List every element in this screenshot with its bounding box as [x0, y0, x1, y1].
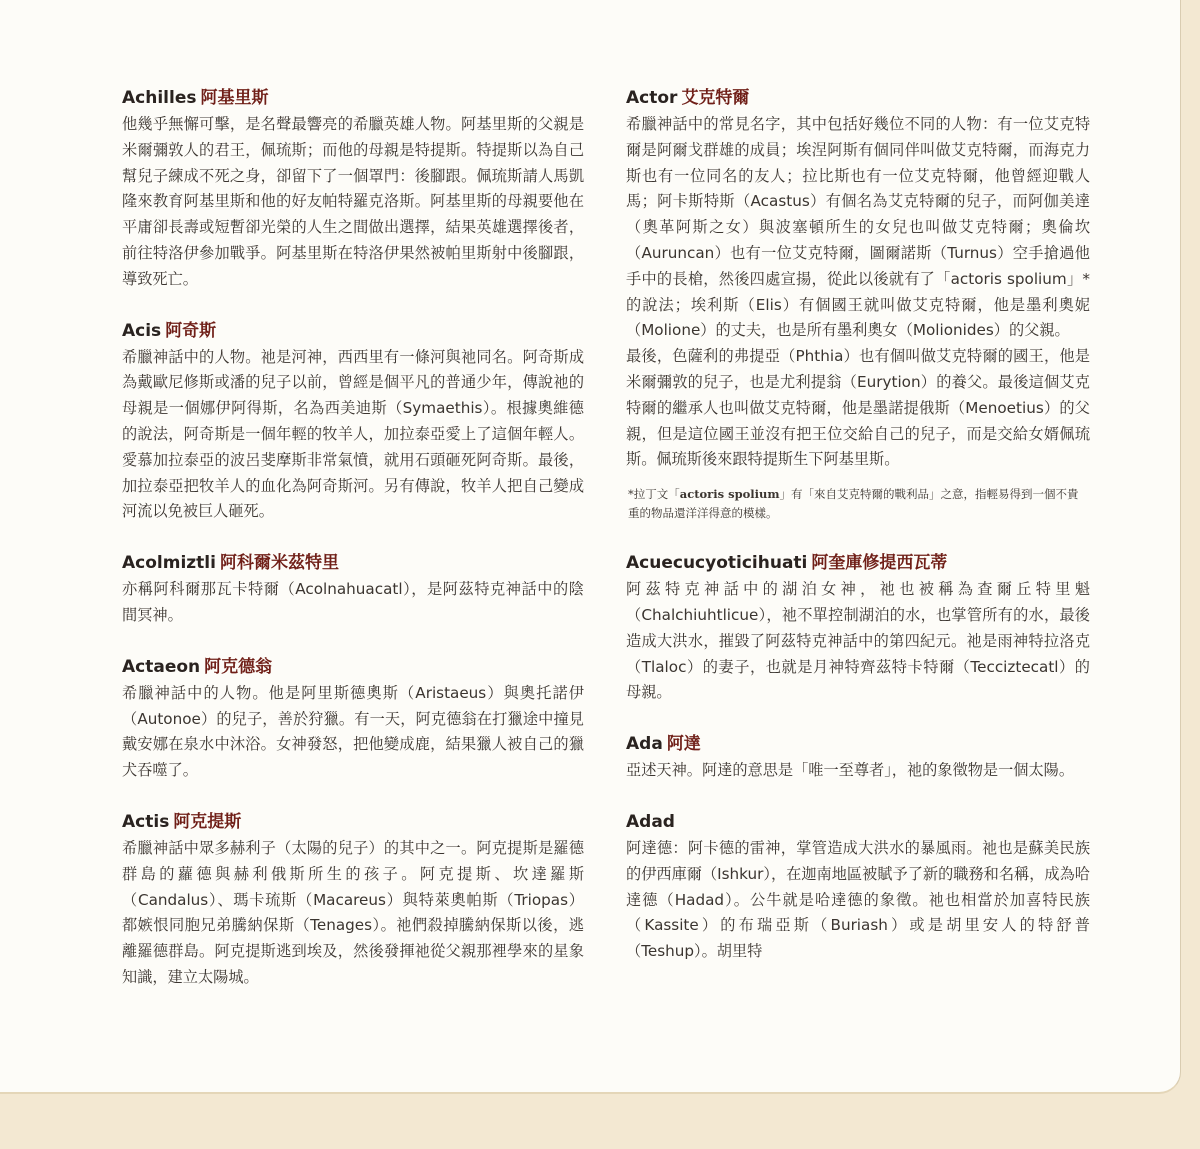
- entry-term: Acuecucyoticihuati: [626, 553, 808, 574]
- entry-term: Actis: [122, 811, 170, 832]
- entry-body: 希臘神話中的人物。祂是河神，西西里有一條河與祂同名。阿奇斯成為戴歐尼修斯或潘的兒子以前，曾經是個平凡的普通少年，傳說祂的母親是一個娜伊阿得斯，名為西美迪斯（Symaethis）。根據奧維德的說法，阿奇斯是一個年輕的牧羊人，加拉泰亞愛上了這個年輕人。愛慕加拉泰亞的波呂斐摩斯非常氣憤，就用石頭砸死阿奇斯。最後，加拉泰亞把牧羊人的血化為阿奇斯河。另有傳說，牧羊人把自己變成河流以免被巨人砸死。: [122, 347, 584, 521]
- entry-chinese-name: 阿克德翁: [204, 656, 273, 677]
- entry-chinese-name: 阿克提斯: [173, 811, 242, 832]
- entry-chinese-name: 艾克特爾: [681, 88, 750, 108]
- entry-term: Actaeon: [122, 656, 201, 677]
- entry-chinese-name: 阿基里斯: [200, 88, 269, 108]
- entry-term: Ada: [626, 734, 663, 755]
- entry-heading: [122, 319, 584, 343]
- entry-term: Acis: [122, 320, 162, 341]
- entry-acuecucyoticihuati: [626, 551, 1090, 706]
- entry-ada: [626, 732, 1090, 784]
- entry-achilles: [122, 86, 584, 293]
- entry-term: Achilles: [122, 88, 197, 108]
- entry-acis: [122, 319, 584, 526]
- entry-body: 阿茲特克神話中的湖泊女神，祂也被稱為查爾丘特里魁（Chalchiuhtlicue），祂不單控制湖泊的水，也掌管所有的水，最後造成大洪水，摧毀了阿茲特克神話中的第四紀元。祂是雨神特拉洛克（Tlaloc）的妻子，也就是月神特齊茲特卡特爾（Tecciztecatl）的母親。: [626, 580, 1090, 702]
- entry-body: 他幾乎無懈可擊，是名聲最響亮的希臘英雄人物。阿基里斯的父親是米爾彌敦人的君王，佩琉斯；而他的母親是特提斯。特提斯以為自己幫兒子練成不死之身，卻留下了一個罩門：後腳跟。佩琉斯請人馬凱隆來教育阿基里斯和他的好友帕特羅克洛斯。阿基里斯的母親要他在平庸卻長壽或短暫卻光榮的人生之間做出選擇，結果英雄選擇後者，前往特洛伊參加戰爭。阿基里斯在特洛伊果然被帕里斯射中後腳跟，導致死亡。: [122, 115, 584, 288]
- left-column: [122, 86, 584, 1017]
- entry-chinese-name: 阿達: [666, 734, 701, 755]
- entry-heading: [122, 810, 584, 834]
- entry-heading: [626, 810, 1090, 834]
- footnote-term: actoris spolium: [679, 487, 780, 502]
- entry-actaeon: [122, 655, 584, 784]
- entry-heading: [626, 551, 1090, 575]
- entry-chinese-name: 阿奎庫修提西瓦蒂: [811, 553, 948, 574]
- entry-heading: [626, 732, 1090, 756]
- entry-heading: [626, 86, 1090, 110]
- entry-term: Adad: [626, 811, 675, 832]
- entry-term: Actor: [626, 88, 678, 108]
- entry-actor: [626, 86, 1090, 473]
- footnote-text: 」有「來自艾克特爾的戰利品」之意，指輕易得到一個不貴重的物品還洋洋得意的模樣。: [628, 487, 1079, 521]
- entry-body: 希臘神話中的人物。他是阿里斯德奧斯（Aristaeus）與奧托諾伊（Autonoe）的兒子，善於狩獵。有一天，阿克德翁在打獵途中撞見戴安娜在泉水中沐浴。女神發怒，把他變成鹿，結果獵人被自己的獵犬吞噬了。: [122, 683, 584, 780]
- entry-term: Acolmiztli: [122, 553, 216, 574]
- entry-actis: [122, 810, 584, 991]
- entry-body-continued: 最後，色薩利的弗提亞（Phthia）也有個叫做艾克特爾的國王，他是米爾彌敦的兒子，也是尤利提翁（Eurytion）的養父。最後這個艾克特爾的繼承人也叫做艾克特爾，他是墨諾提俄斯（Menoetius）的父親，但是這位國王並沒有把王位交給自己的兒子，而是交給女婿佩琉斯。佩琉斯後來跟特提斯生下阿基里斯。: [626, 347, 1090, 469]
- entry-chinese-name: 阿科爾米茲特里: [219, 553, 339, 574]
- entry-body: 阿達德：阿卡德的雷神，掌管造成大洪水的暴風雨。祂也是蘇美民族的伊西庫爾（Ishkur），在迦南地區被賦予了新的職務和名稱，成為哈達德（Hadad）。公牛就是哈達德的象徵。祂也相當於加喜特民族（Kassite）的布瑞亞斯（Buriash）或是胡里安人的特舒普（Teshup）。胡里特: [626, 838, 1090, 961]
- entry-heading: [122, 655, 584, 679]
- entry-body: 亞述天神。阿達的意思是「唯一至尊者」，祂的象徵物是一個太陽。: [626, 761, 1075, 780]
- entry-body: 希臘神話中眾多赫利子（太陽的兒子）的其中之一。阿克提斯是羅德群島的蘿德與赫利俄斯所生的孩子。阿克提斯、坎達羅斯（Candalus）、瑪卡琉斯（Macareus）與特萊奧帕斯（Triopas）都嫉恨同胞兄弟騰納保斯（Tenages）。祂們殺掉騰納保斯以後，逃離羅德群島。阿克提斯逃到埃及，然後發揮祂從父親那裡學來的星象知識，建立太陽城。: [122, 838, 584, 986]
- footnote: [626, 485, 1090, 523]
- entry-body: 亦稱阿科爾那瓦卡特爾（Acolnahuacatl），是阿茲特克神話中的陰間冥神。: [122, 580, 584, 624]
- entry-acolmiztli: [122, 551, 584, 629]
- entry-adad: [626, 810, 1090, 965]
- entry-chinese-name: 阿奇斯: [165, 320, 217, 341]
- entry-heading: [122, 551, 584, 575]
- entry-body: 希臘神話中的常見名字，其中包括好幾位不同的人物：有一位艾克特爾是阿爾戈群雄的成員；埃涅阿斯有個同伴叫做艾克特爾，而海克力斯也有一位同名的友人；拉比斯也有一位艾克特爾，他曾經迎戰人馬；阿卡斯特斯（Acastus）有個名為艾克特爾的兒子，而阿伽美達（奧革阿斯之女）與波塞頓所生的女兒也叫做艾克特爾；奧倫坎（Auruncan）也有一位艾克特爾，圖爾諾斯（Turnus）空手搶過他手中的長槍，然後四處宣揚，從此以後就有了「actoris spolium」*的說法；埃利斯（Elis）有個國王就叫做艾克特爾，他是墨利奧妮（Molione）的丈夫，也是所有墨利奧女（Molionides）的父親。: [626, 115, 1090, 340]
- entry-heading: [122, 86, 584, 110]
- footnote-prefix: *拉丁文「: [628, 487, 680, 502]
- right-column: [626, 86, 1090, 991]
